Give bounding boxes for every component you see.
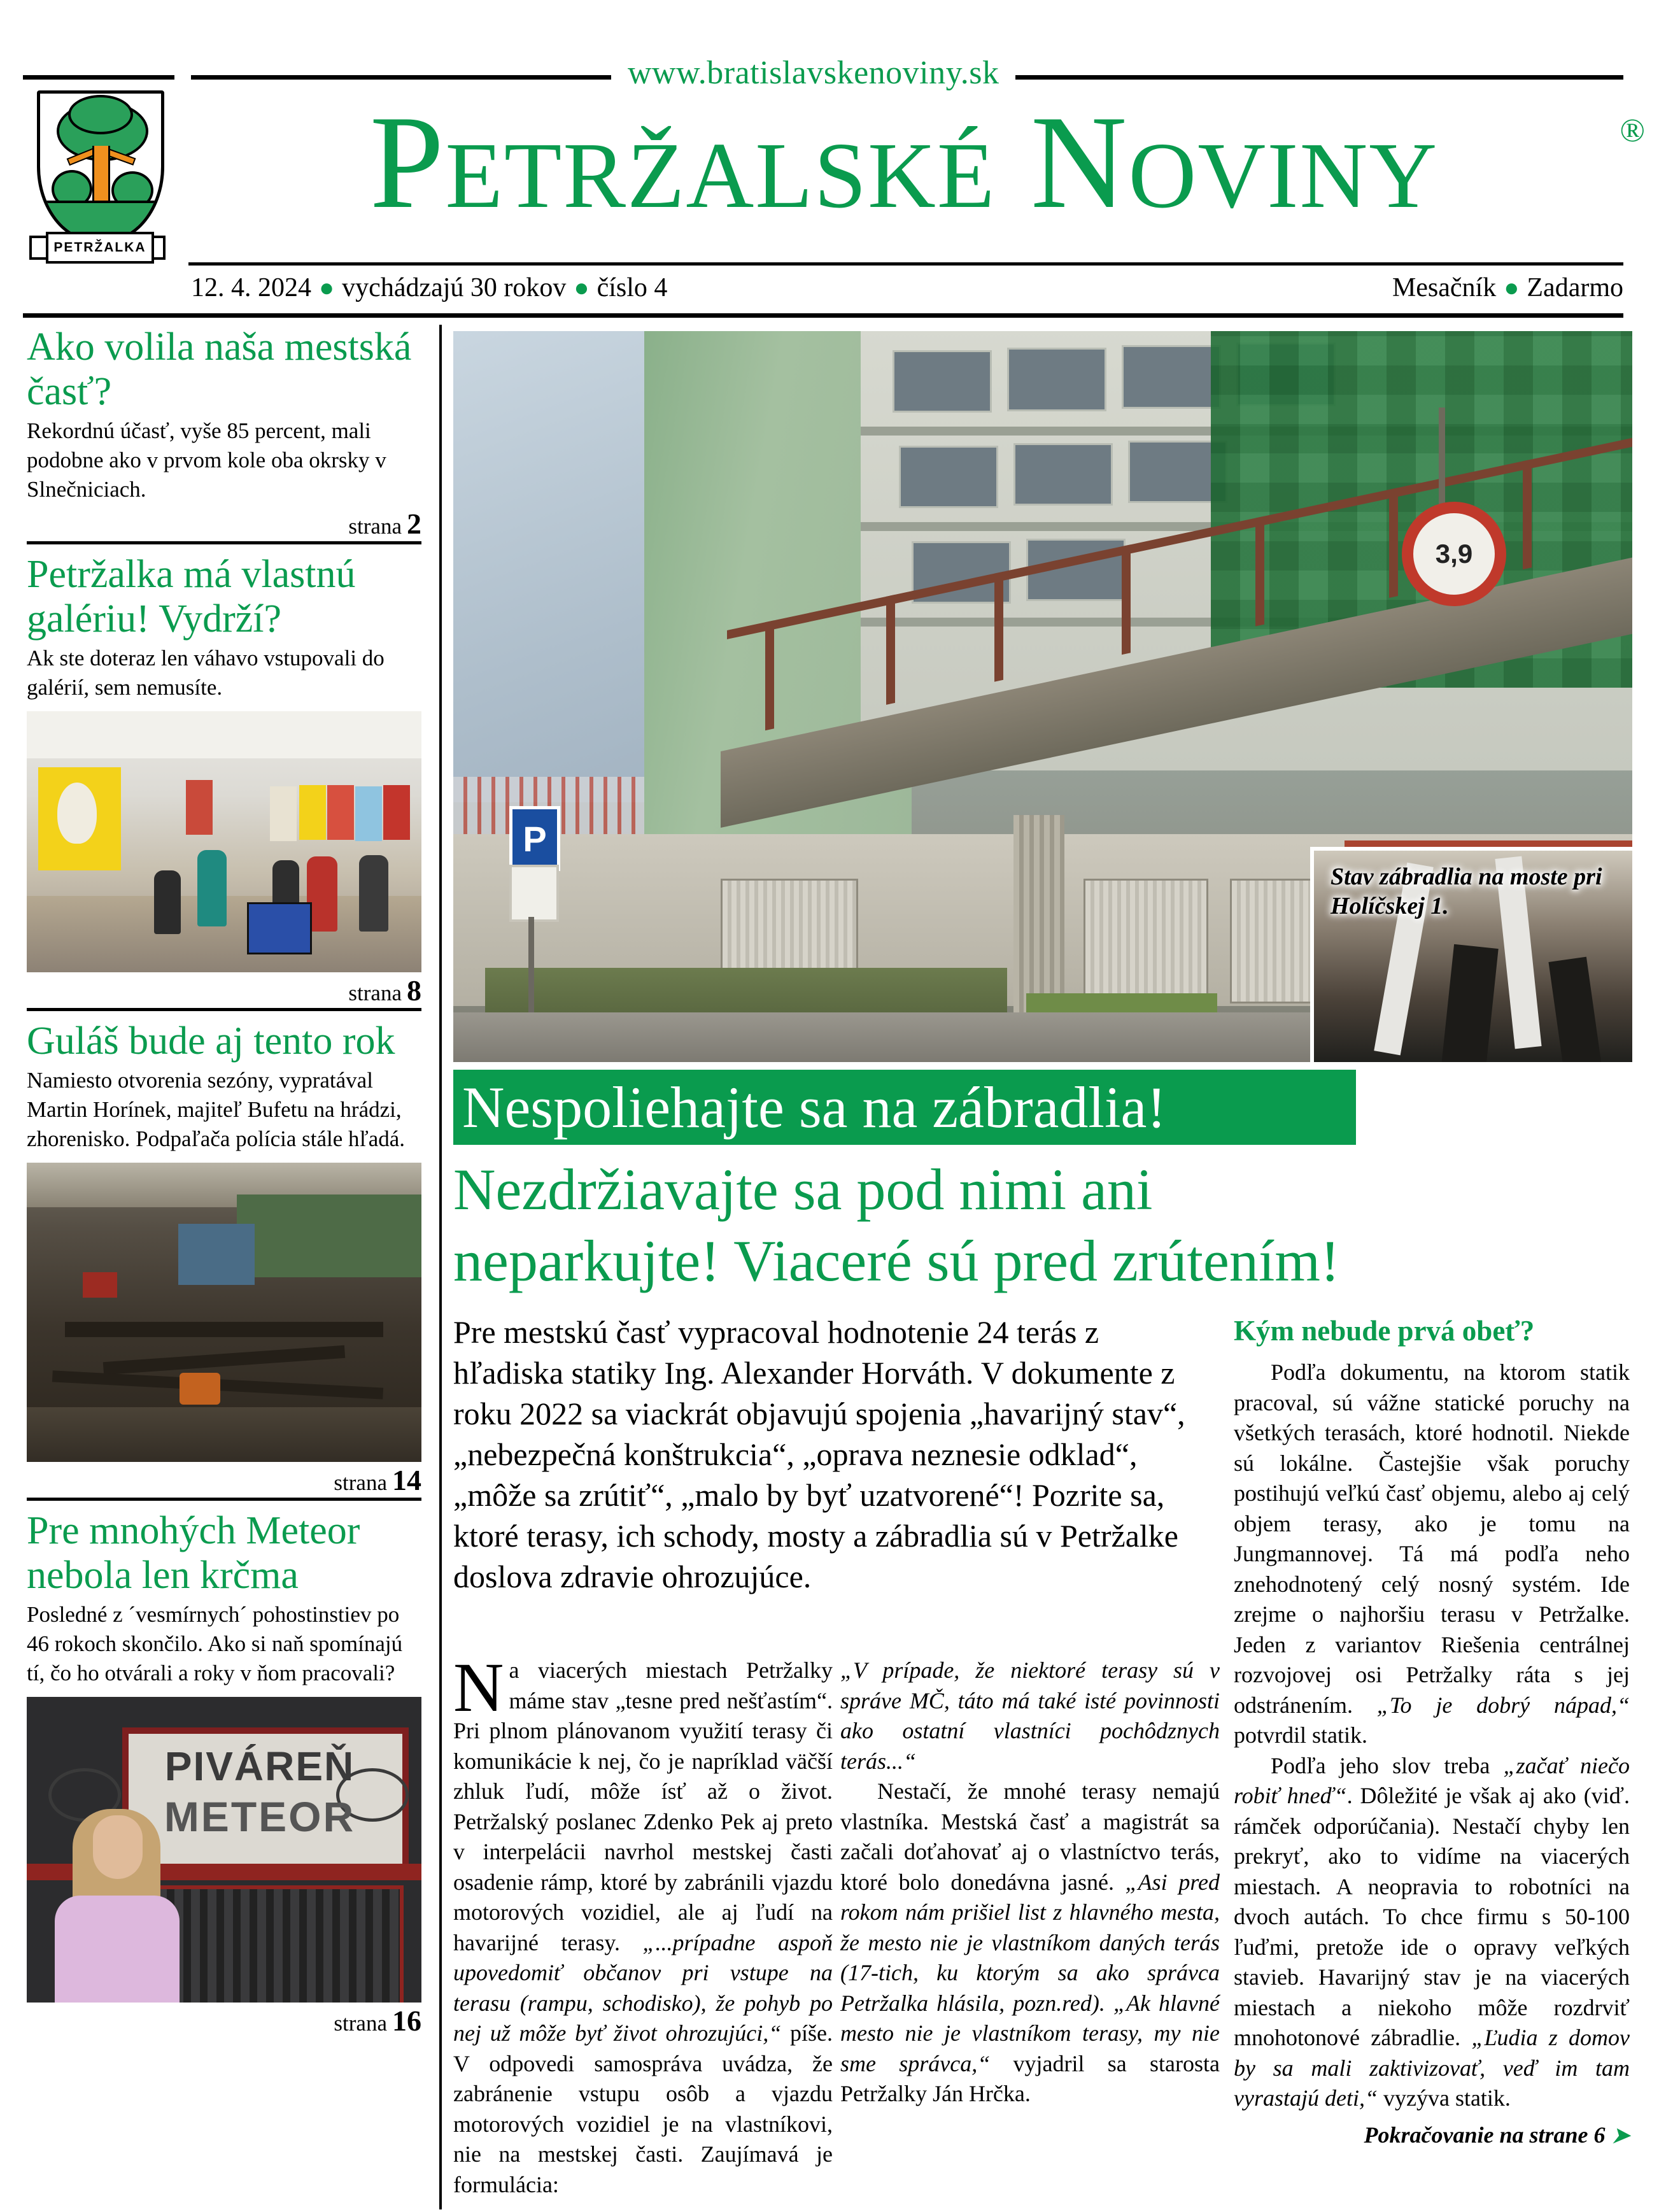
hero-window [1122,345,1221,409]
hero-railing-post [1122,544,1131,655]
gallery-visitor [359,855,388,932]
hero-window [1013,443,1113,506]
meteor-entrance-door [154,1885,404,2003]
teaser-sidebar [27,325,421,2209]
arrow-right-icon: ➤ [1611,2123,1630,2148]
body-paragraph-3 [840,1776,1220,2109]
gallery-artwork-red [186,780,213,835]
fire-photo-blue-panel [178,1224,255,1285]
body-p1-quote: „...prípadne aspoň upovedomiť občanov pri vstupe na terasu (rampu, schodisko), že pohyb po nej už môže byť život ohrozujúci,“ [453,1929,833,2046]
body-p1-tail: píše. V odpovedi samospráva uvádza, že zabránenie vstupu osôb a vjazdu motorových vozidiel je na vlastníkovi, nie na mestskej časti. Zaujímavá je formulácia: [453,2020,833,2197]
page-number: 2 [407,507,421,540]
page-label: strana [348,981,402,1005]
hero-railing-post [994,572,1003,682]
parking-sign-subplate [509,865,559,922]
article-body-column-2 [840,1655,1220,2109]
sidebar-teaser-elections[interactable] [27,325,421,541]
sidebar-teaser-gulas[interactable] [27,1019,421,1498]
title-noviny-rest: OVINY [1128,124,1439,228]
crest-ribbon-label: PETRŽALKA [46,232,154,264]
hero-sign-pole [1439,408,1445,509]
article-headline-line1: Nezdržiavajte sa pod nimi ani [453,1157,1153,1222]
fire-photo-red-object [83,1272,117,1298]
title-bottom-rule [188,262,1623,266]
teaser-page-ref [27,2006,421,2038]
dateline-left [191,271,667,305]
price: Zadarmo [1527,273,1623,302]
teaser-headline: Pre mnohých Meteor nebola len krčma [27,1509,360,1597]
website-url[interactable]: www.bratislavskenoviny.sk [611,53,1015,93]
bullet-separator-3: ● [1504,273,1520,302]
teaser-deck: Ak ste doteraz len váhavo vstupovali do galérií, sem nemusíte. [27,646,385,700]
hero-railing-post [1523,459,1532,569]
article-headline [453,1154,1631,1296]
pivaren-meteor-photo [27,1697,421,2003]
title-n-cap: N [1030,89,1129,236]
teaser-headline: Petržalka má vlastnú galériu! Vydrží? [27,553,356,641]
body-p1-plain: Na viacerých miestach Petržalky máme stav „tesne pred nešťastím“. Pri plnom plánovanom využití terasy či komunikácie k nej, čo je napríklad väčší zhluk ľudí, môže ísť až o život. Petržalský poslanec Zdenko Pek aj preto v interpelácii navrhol mestskej časti osadenie rámp, ktoré by zabránili vjazdu motorových vozidiel, ale aj ľudí na havarijné terasy. [453,1648,833,1955]
bullet-separator-1: ● [319,273,335,302]
meteor-sign-line1: PIVÁREŇ [164,1743,355,1789]
hero-window [899,446,998,508]
sidebar-teaser-meteor[interactable] [27,1508,421,2038]
title-p-cap: P [369,89,446,236]
gallery-interior-photo [27,711,421,972]
issue-date: 12. 4. 2024 [191,273,311,302]
gallery-ceiling [27,711,421,758]
dateline [191,271,1623,305]
sidebar-divider-rule [439,325,442,2209]
rail-p2-head: Podľa jeho slov treba [1271,1752,1504,1778]
rail-p2-end: vyzýva statik. [1377,2085,1511,2111]
rail-paragraph-1 [1234,1358,1630,1751]
crest-shield [37,90,164,243]
continuation-text: Pokračovanie na strane 6 [1364,2122,1606,2148]
frequency-note: vychádzajú 30 rokov [342,273,567,302]
body-paragraph-1 [453,1648,833,2200]
page-label: strana [334,1470,387,1495]
hero-inset-photo [1310,847,1632,1062]
fire-photo-debris [65,1322,383,1337]
hero-railing-post [1255,516,1264,627]
title-petrzalske-rest: ETRŽALSKÉ [445,124,996,228]
page-label: strana [348,514,402,539]
page-number: 8 [407,974,421,1007]
inset-caption: Stav zábradlia na moste pri Holíčskej 1. [1331,863,1602,919]
sidebar-teaser-gallery[interactable] [27,552,421,1008]
page-number: 16 [392,2004,421,2037]
rail-p1-text: Podľa dokumentu, na ktorom statik pracoval, sú vážne statické poruchy na všetkých terasách, ktoré hodnotil. Niekde sú lokálne. Častejšie však poruchy postihujú veľkú časť objemu, alebo aj celý objem terasy, ako je tomu na Jungmannovej. Tá má podľa neho znehodnotený celý nosný systém. Ide zrejme o najhoršiu terasu v Petržalke. Jeden z variantov Riešenia centrálnej rozvojovej osi Petržalky ráta s jej odstránením. [1234,1359,1630,1718]
masthead [0,0,1659,302]
meteor-sign-line2: METEOR [164,1793,356,1840]
rail-paragraph-2 [1234,1751,1630,2114]
gallery-artwork-blue [355,786,382,841]
hero-railing-post [765,620,774,730]
teaser-deck: Posledné z ´vesmírnych´ pohostinstiev po 46 rokoch skončilo. Ako si naň spomínajú tí, čo ho otvárali a roky v ňom pracovali? [27,1602,403,1685]
parking-sign-pole [528,917,534,1012]
height-limit-sign-icon: 3,9 [1402,502,1506,606]
page-label: strana [334,2011,387,2036]
hero-shop-shutter [1084,879,1208,1003]
periodicity: Mesačník [1392,273,1497,302]
rail-p2-tail: . Dôležité je však aj ako (viď. rámček odporúčania). Nestačí chyby len prekryť, ako to vidíme na viacerých miestach. A neopravia to robotníci na dvoch autách. To chce firmu s 50-100 ľuďmi, pretože ide o opravy veľkých stavieb. Havarijný stav je na viacerých miestach a niekoho môže rozdrviť mnohotonové zábradlie. [1234,1783,1630,2050]
teaser-headline: Guláš bude aj tento rok [27,1019,395,1063]
gallery-artwork-red3 [383,785,410,840]
hero-window [893,350,992,413]
header-bottom-rule [23,313,1623,318]
fire-photo-ground [27,1407,421,1462]
parking-sign-icon: P [509,806,560,871]
hero-window [1007,348,1106,411]
meteor-woman-face [93,1815,143,1879]
dateline-right [1392,271,1623,305]
bullet-separator-2: ● [574,273,589,302]
gallery-artwork-cream [270,786,297,841]
gallery-monitor [247,902,312,954]
gallery-artwork-yellow2 [299,785,326,840]
fire-photo-debris [103,1345,345,1375]
fire-photo-green-panel [237,1195,421,1277]
body-p3-tail: vyjadril sa starosta Petržalky Ján Hrčka. [840,2050,1220,2106]
teaser-divider-2 [27,1008,421,1011]
hero-railing-post [1389,488,1398,598]
newspaper-title [210,89,1598,243]
fire-photo-orange-bucket [180,1373,220,1405]
body-quote-1: „V prípade, že niektoré terasy sú v správe MČ, táto má také isté povinnosti ako ostatní vlastníci pochôdznych terás...“ [840,1657,1220,1774]
article-headline-line2: neparkujte! Viaceré sú pred zrútením! [453,1228,1340,1293]
continuation-note[interactable] [1234,2122,1630,2148]
teaser-page-ref [27,976,421,1008]
article-kicker: Nespoliehajte sa na zábradlia! [453,1070,1356,1145]
article-body-column-1 [453,1648,833,2200]
teaser-deck: Rekordnú účasť, vyše 85 percent, mali podobne ako v prvom kole oba okrsky v Slnečniciach. [27,418,386,502]
teaser-divider-1 [27,541,421,544]
rail-p2-quote2: „Ľudia z domov by sa mali zaktivizovať, veď im tam vyrastajú deti,“ [1234,2025,1630,2111]
teaser-page-ref [27,509,421,541]
crest-ribbon [29,228,166,264]
rail-p1-tail: potvrdil statik. [1234,1722,1367,1748]
registered-trademark-icon: ® [1620,113,1645,149]
body-p3-head: Nestačí, že mnohé terasy nemajú vlastníka. Mestská časť a magistrát sa začali doťahovať aj o vlastníctvo terás, ktoré bolo donedávna jasné. [840,1778,1220,1895]
page-number: 14 [392,1464,421,1496]
burned-buffet-photo [27,1163,421,1462]
rail-p2-quote: „začať niečo robiť hneď“ [1234,1752,1630,1808]
article-lead: Pre mestskú časť vypracoval hodnotenie 24 terás z hľadiska statiky Ing. Alexander Horváth. V dokumente z roku 2022 sa viackrát objavujú spojenia „havarijný stav“, „nebezpečná konštrukcia“, „oprava neznesie odklad“, „môže sa zrútiť“, „malo by byť uzatvorené“! Pozrite sa, ktoré terasy, ich schody, mosty a zábradlia sú v Petržalke doslova zdravie ohrozujúce. [453,1314,1185,1594]
petrzalka-coat-of-arms-icon [23,76,174,267]
hero-railing-post [886,595,895,705]
teaser-divider-3 [27,1498,421,1501]
teaser-headline: Ako volila naša mestská časť? [27,325,412,413]
rail-heading: Kým nebude prvá obeť? [1234,1315,1535,1347]
body-paragraph-2 [840,1655,1220,1776]
gallery-artwork-red2 [327,785,354,840]
gallery-visitor [197,850,227,926]
title-word-petrzalske [370,89,996,236]
gallery-visitor [154,870,181,934]
teaser-page-ref [27,1466,421,1498]
body-quote-2: „Asi pred rokom nám prišiel list z hlavného mesta, že mesto nie je vlastníkom daných terás (17-tich, ku ktorým sa ako správca Petržalka hlásila, pozn.red). „Ak hlavné mesto nie je vlastníkom terasy, my nie sme správca,“ [840,1869,1220,2076]
crest-tree-crown-top-icon [68,95,133,134]
gallery-portrait-head [57,783,97,844]
rail-p1-quote: „To je dobrý nápad,“ [1376,1692,1630,1718]
teaser-deck: Namiesto otvorenia sezóny, vypratával Martin Horínek, majiteľ Bufetu na hrádzi, zhorenisko. Podpaľača polícia stále hľadá. [27,1068,406,1151]
sidebar-article-kym-nebude-prva-obet [1234,1313,1630,2148]
hero-photo [453,331,1632,1062]
title-word-noviny [1031,89,1438,236]
issue-number: číslo 4 [597,273,668,302]
meteor-woman-sweater [55,1896,180,2003]
